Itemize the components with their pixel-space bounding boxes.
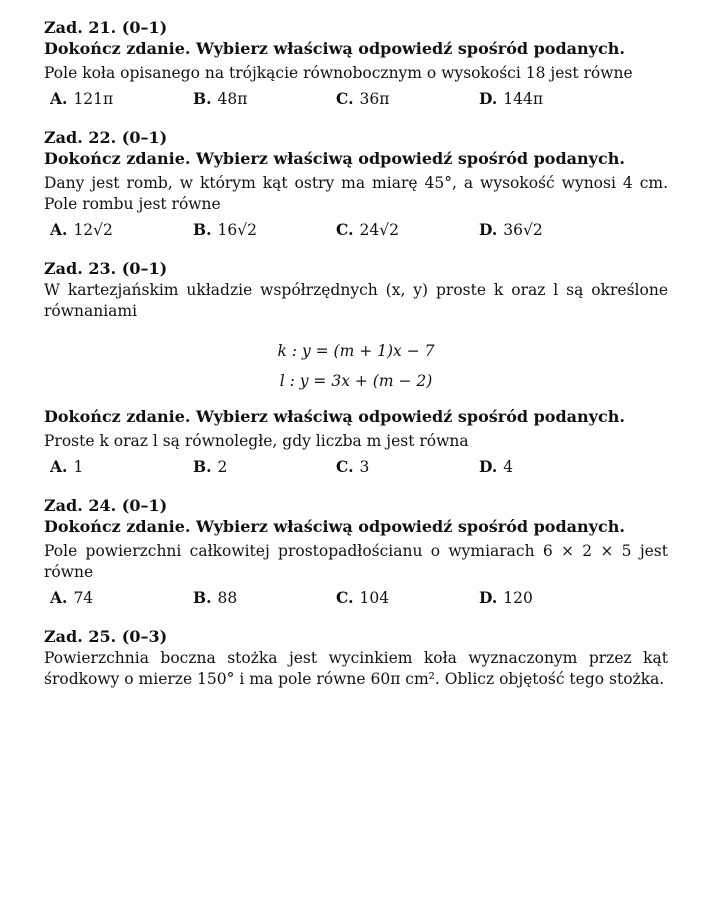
answer-option-b[interactable] bbox=[193, 219, 336, 241]
answer-value: 48π bbox=[217, 90, 248, 108]
answer-value: 36√2 bbox=[503, 221, 543, 239]
answer-options bbox=[44, 219, 668, 241]
answer-option-c[interactable] bbox=[336, 88, 479, 110]
answer-letter: A. bbox=[50, 89, 68, 108]
answer-option-d[interactable] bbox=[479, 587, 622, 609]
equation-block bbox=[44, 336, 668, 396]
answer-option-c[interactable] bbox=[336, 456, 479, 478]
answer-value: 120 bbox=[503, 589, 533, 607]
equation-l: l : y = 3x + (m − 2) bbox=[279, 372, 433, 390]
answer-letter: A. bbox=[50, 220, 68, 239]
answer-value: 144π bbox=[503, 90, 544, 108]
answer-value: 104 bbox=[359, 589, 390, 607]
answer-value: 12√2 bbox=[73, 221, 113, 239]
answer-option-c[interactable] bbox=[336, 219, 479, 241]
task-header: Zad. 22. (0–1) bbox=[44, 128, 168, 147]
answer-value: 1 bbox=[73, 458, 84, 476]
task-header: Zad. 21. (0–1) bbox=[44, 18, 168, 37]
task-question: Pole powierzchni całkowitej prostopadłościanu o wymiarach 6 × 2 × 5 jest równe bbox=[44, 542, 668, 581]
answer-letter: C. bbox=[336, 89, 354, 108]
answer-letter: B. bbox=[193, 457, 212, 476]
answer-options bbox=[44, 456, 668, 478]
answer-letter: B. bbox=[193, 220, 212, 239]
task-instruction: Dokończ zdanie. Wybierz właściwą odpowiedź spośród podanych. bbox=[44, 149, 625, 168]
answer-option-b[interactable] bbox=[193, 587, 336, 609]
answer-letter: D. bbox=[479, 588, 498, 607]
answer-letter: A. bbox=[50, 588, 68, 607]
task-header: Zad. 23. (0–1) bbox=[44, 259, 168, 278]
task-intro: W kartezjańskim układzie współrzędnych (x, y) proste k oraz l są określone równaniami bbox=[44, 281, 668, 320]
task-23 bbox=[44, 259, 668, 478]
task-question: Powierzchnia boczna stożka jest wycinkiem koła wyznaczonym przez kąt środkowy o mierze 150° i ma pole równe 60π cm². Oblicz objętość tego stożka. bbox=[44, 649, 668, 688]
answer-letter: D. bbox=[479, 220, 498, 239]
task-instruction: Dokończ zdanie. Wybierz właściwą odpowiedź spośród podanych. bbox=[44, 517, 625, 536]
task-question: Proste k oraz l są równoległe, gdy liczba m jest równa bbox=[44, 432, 469, 450]
answer-option-a[interactable] bbox=[50, 219, 193, 241]
task-25 bbox=[44, 627, 668, 690]
task-header: Zad. 25. (0–3) bbox=[44, 627, 168, 646]
answer-option-c[interactable] bbox=[336, 587, 479, 609]
task-question: Pole koła opisanego na trójkącie równobocznym o wysokości 18 jest równe bbox=[44, 64, 633, 82]
answer-value: 24√2 bbox=[359, 221, 399, 239]
task-instruction: Dokończ zdanie. Wybierz właściwą odpowiedź spośród podanych. bbox=[44, 39, 625, 58]
answer-options bbox=[44, 88, 668, 110]
task-22 bbox=[44, 128, 668, 241]
answer-value: 16√2 bbox=[217, 221, 257, 239]
answer-letter: A. bbox=[50, 457, 68, 476]
answer-option-a[interactable] bbox=[50, 587, 193, 609]
answer-value: 121π bbox=[73, 90, 114, 108]
answer-letter: B. bbox=[193, 588, 212, 607]
answer-letter: B. bbox=[193, 89, 212, 108]
answer-letter: C. bbox=[336, 220, 354, 239]
task-instruction: Dokończ zdanie. Wybierz właściwą odpowiedź spośród podanych. bbox=[44, 407, 625, 426]
answer-options bbox=[44, 587, 668, 609]
answer-value: 4 bbox=[503, 458, 514, 476]
exam-page bbox=[44, 18, 668, 708]
answer-option-b[interactable] bbox=[193, 456, 336, 478]
task-24 bbox=[44, 496, 668, 609]
answer-option-b[interactable] bbox=[193, 88, 336, 110]
answer-value: 2 bbox=[217, 458, 228, 476]
task-header: Zad. 24. (0–1) bbox=[44, 496, 168, 515]
answer-value: 74 bbox=[73, 589, 94, 607]
answer-letter: C. bbox=[336, 588, 354, 607]
answer-value: 36π bbox=[359, 90, 390, 108]
task-question: Dany jest romb, w którym kąt ostry ma miarę 45°, a wysokość wynosi 4 cm. Pole rombu jest równe bbox=[44, 174, 668, 213]
answer-option-d[interactable] bbox=[479, 219, 622, 241]
answer-value: 88 bbox=[217, 589, 238, 607]
answer-letter: D. bbox=[479, 89, 498, 108]
answer-option-a[interactable] bbox=[50, 88, 193, 110]
answer-letter: C. bbox=[336, 457, 354, 476]
equation-k: k : y = (m + 1)x − 7 bbox=[277, 342, 435, 360]
answer-option-a[interactable] bbox=[50, 456, 193, 478]
answer-letter: D. bbox=[479, 457, 498, 476]
answer-value: 3 bbox=[359, 458, 370, 476]
answer-option-d[interactable] bbox=[479, 456, 622, 478]
answer-option-d[interactable] bbox=[479, 88, 622, 110]
task-21 bbox=[44, 18, 668, 110]
